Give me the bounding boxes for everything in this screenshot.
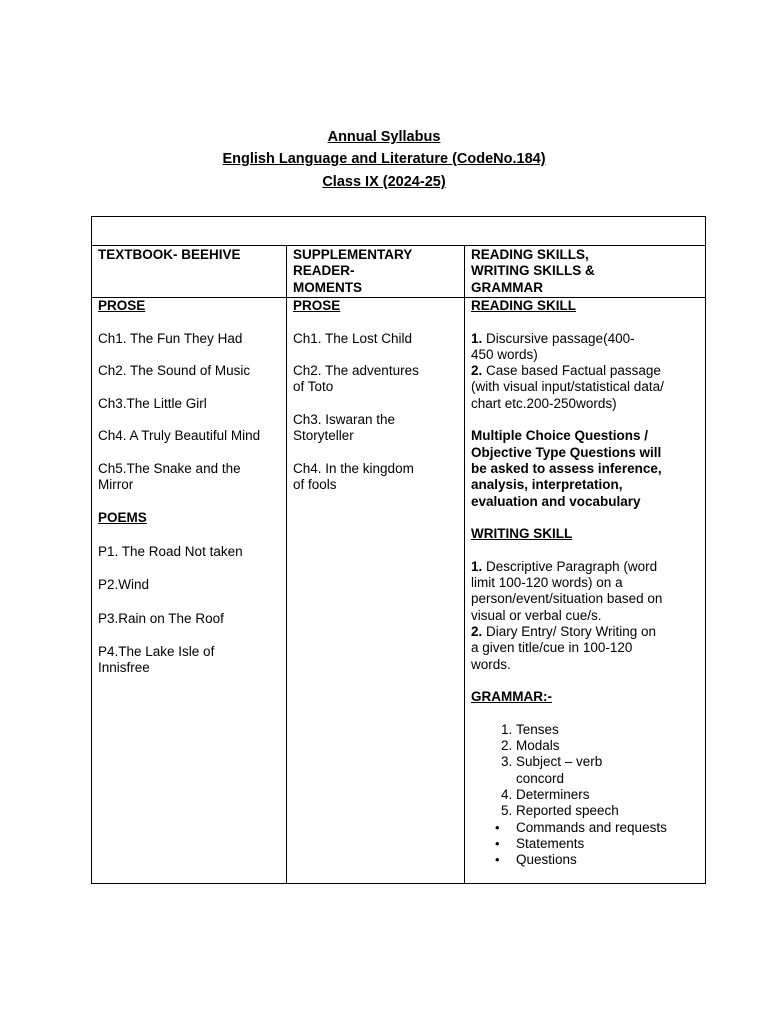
- skills-header-line: WRITING SKILLS &: [471, 263, 595, 279]
- grammar-item: 2. Modals: [516, 738, 699, 754]
- moments-chapter: of Toto: [293, 379, 334, 395]
- grammar-item: 1. Tenses: [516, 722, 699, 738]
- beehive-poem: P3.Rain on The Roof: [98, 610, 224, 626]
- mcq-note: Multiple Choice Questions / Objective Type Questions will be asked to assess inference, analysis, interpretation, evaluation and vocabulary: [471, 428, 662, 509]
- grammar-item: 4. Determiners: [516, 787, 699, 803]
- beehive-chapter: Ch3.The Little Girl: [98, 395, 207, 411]
- reading-item-2-cont: chart etc.200-250words): [471, 395, 617, 411]
- grammar-list: [471, 722, 699, 820]
- moments-chapter: Ch2. The adventures: [293, 363, 419, 379]
- poems-heading: POEMS: [98, 509, 147, 525]
- grammar-item: 5. Reported speech: [516, 803, 699, 819]
- moments-content: [287, 298, 465, 884]
- syllabus-title: Annual Syllabus: [327, 129, 441, 145]
- bullet-item: • Questions: [516, 852, 699, 868]
- reading-item-2-cont: (with visual input/statistical data/: [471, 379, 664, 395]
- beehive-chapter: Ch4. A Truly Beautiful Mind: [98, 428, 261, 444]
- moments-chapter: Ch4. In the kingdom: [293, 460, 414, 476]
- blank-row: [92, 217, 706, 246]
- beehive-header-text: TEXTBOOK- BEEHIVE: [98, 247, 241, 262]
- moments-chapter: Ch1. The Lost Child: [293, 330, 413, 346]
- moments-chapter: of fools: [293, 477, 337, 493]
- skills-header-line: READING SKILLS,: [471, 247, 589, 262]
- header-row: [92, 246, 706, 298]
- skills-content: [465, 298, 706, 884]
- class-title: Class IX (2024-25): [322, 174, 446, 190]
- moments-chapter: Ch3. Iswaran the: [293, 412, 396, 428]
- bullet-item: • Statements: [516, 836, 699, 852]
- subject-title: English Language and Literature (CodeNo.184): [222, 151, 546, 167]
- syllabus-table: [91, 216, 706, 884]
- writing-skill-heading: WRITING SKILL: [471, 526, 573, 542]
- reading-item-1-cont: 450 words): [471, 346, 538, 362]
- reported-speech-sublist: [471, 820, 699, 869]
- content-row: [92, 298, 706, 884]
- beehive-poem: Innisfree: [98, 660, 150, 676]
- writing-item-1-cont: person/event/situation based on: [471, 591, 663, 607]
- reading-skill-heading: READING SKILL: [471, 298, 577, 313]
- moments-chapter: Storyteller: [293, 428, 354, 444]
- moments-column-header: [287, 246, 465, 298]
- grammar-heading: GRAMMAR:-: [471, 689, 552, 705]
- prose-heading: PROSE: [98, 298, 146, 313]
- writing-item-2-cont: words.: [471, 656, 511, 672]
- moments-header-line: READER-: [293, 263, 355, 279]
- blank-cell: [92, 217, 706, 246]
- writing-item-2-cont: a given title/cue in 100-120: [471, 640, 633, 656]
- moments-prose-heading: PROSE: [293, 298, 341, 313]
- writing-item-1-cont: visual or verbal cue/s.: [471, 607, 602, 623]
- writing-item-1: 1. Descriptive Paragraph (word: [471, 558, 658, 574]
- moments-header-line: SUPPLEMENTARY: [293, 247, 413, 262]
- moments-header-line: MOMENTS: [293, 279, 362, 295]
- beehive-chapter: Ch1. The Fun They Had: [98, 330, 243, 346]
- beehive-poem: P2.Wind: [98, 577, 150, 593]
- writing-item-2: 2. Diary Entry/ Story Writing on: [471, 623, 657, 639]
- beehive-poem: P1. The Road Not taken: [98, 544, 243, 560]
- reading-item-2: 2. Case based Factual passage: [471, 363, 661, 379]
- writing-item-1-cont: limit 100-120 words) on a: [471, 575, 623, 591]
- reading-item-1: 1. Discursive passage(400-: [471, 330, 635, 346]
- beehive-chapter: Mirror: [98, 477, 134, 493]
- grammar-item: 3. Subject – verb concord: [516, 754, 699, 787]
- bullet-item: • Commands and requests: [516, 820, 699, 836]
- skills-header-line: GRAMMAR: [471, 279, 543, 295]
- beehive-column-header: [92, 246, 287, 298]
- beehive-content: [92, 298, 287, 884]
- skills-column-header: [465, 246, 706, 298]
- beehive-poem: P4.The Lake Isle of: [98, 644, 215, 660]
- beehive-chapter: Ch2. The Sound of Music: [98, 363, 251, 379]
- beehive-chapter: Ch5.The Snake and the: [98, 460, 241, 476]
